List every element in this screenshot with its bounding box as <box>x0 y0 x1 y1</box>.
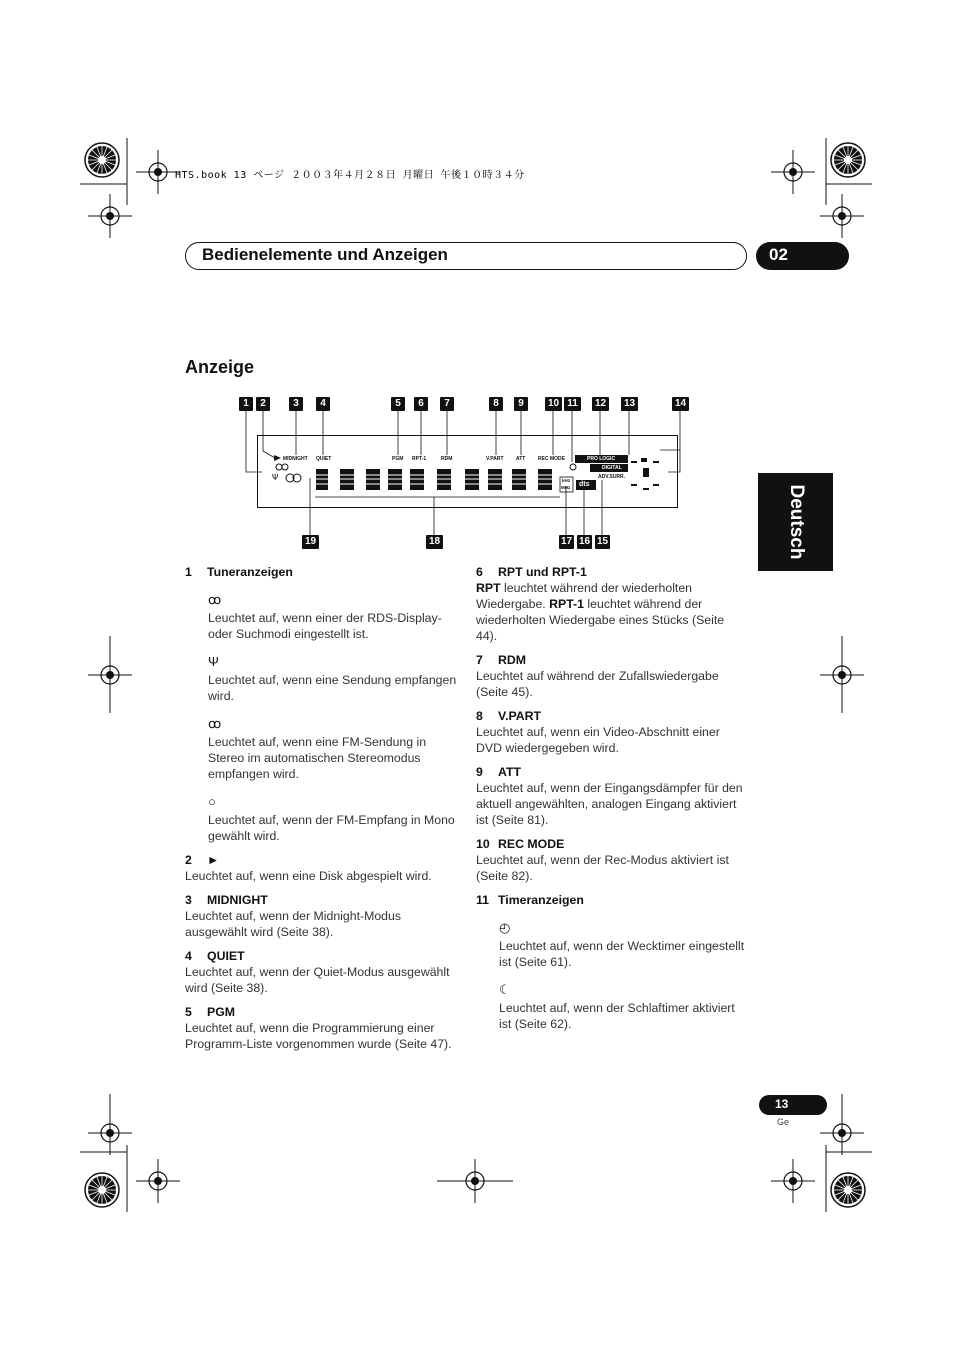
item-10-heading: 10 REC MODE <box>476 837 565 851</box>
item-11-heading: 11 Timeranzeigen <box>476 893 584 907</box>
item-6-heading: 6 RPT und RPT-1 <box>476 565 587 579</box>
item-5-text: Leuchtet auf, wenn die Programmierung einer Programm-Liste vorgenommen wurde (Seite 47). <box>185 1021 452 1051</box>
digital-label: DIGITAL <box>602 465 622 471</box>
page-language-code: Ge <box>777 1117 790 1127</box>
wake-timer-description: Leuchtet auf, wenn der Wecktimer eingestellt ist (Seite 61). <box>499 939 745 969</box>
prologic-label: PRO LOGIC <box>587 456 616 462</box>
callout-8: 8 <box>489 397 503 411</box>
book-meta-line: HTS.book 13 ページ ２００３年４月２８日 月曜日 午後１０時３４分 <box>175 170 525 181</box>
item-9-heading: 9 ATT <box>476 765 521 779</box>
wake-timer-icon: ◴ <box>499 920 511 935</box>
rds-description: Leuchtet auf, wenn einer der RDS-Display- oder Suchmodi eingestellt ist. <box>208 611 442 641</box>
quiet-label: QUIET <box>316 456 332 462</box>
callout-13: 13 <box>621 397 638 411</box>
item-3-heading: 3 MIDNIGHT <box>185 893 268 907</box>
sleep-timer-icon: ☾ <box>499 982 511 997</box>
callout-1: 1 <box>239 397 253 411</box>
item-4-heading: 4 QUIET <box>185 949 245 963</box>
mono-description: Leuchtet auf, wenn der FM-Empfang in Mono gewählt wird. <box>208 813 455 843</box>
sleep-timer-description: Leuchtet auf, wenn der Schlaftimer aktiviert ist (Seite 62). <box>499 1001 735 1031</box>
callout-16: 16 <box>578 536 591 547</box>
svg-text:Ψ: Ψ <box>272 473 279 482</box>
item-7-heading: 7 RDM <box>476 653 527 667</box>
star-mark-icon <box>831 1173 865 1207</box>
item-4-text: Leuchtet auf, wenn der Quiet-Modus ausgewählt wird (Seite 38). <box>185 965 450 995</box>
callout-3: 3 <box>289 397 303 411</box>
page-number-badge <box>759 1095 827 1115</box>
rdm-label: RDM <box>441 456 453 462</box>
callout-18: 18 <box>426 535 443 549</box>
callout-6: 6 <box>414 397 428 411</box>
callout-15: 15 <box>596 536 609 547</box>
chapter-number: 02 <box>769 245 788 264</box>
callout-17: 17 <box>560 536 573 547</box>
tuned-description: Leuchtet auf, wenn eine Sendung empfangen wird. <box>208 673 457 703</box>
callout-5: 5 <box>391 397 405 411</box>
stereo-icon: ꝏ <box>208 716 222 731</box>
callout-10: 10 <box>545 397 562 411</box>
dts-label: dts <box>579 481 590 488</box>
item-5-heading: 5 PGM <box>185 1005 236 1019</box>
rds-icon: ꝏ <box>208 592 222 607</box>
right-column <box>476 556 746 1032</box>
vpart-label: V.PART <box>486 456 504 462</box>
att-label: ATT <box>516 456 526 462</box>
item-7-text: Leuchtet auf während der Zufallswiedergabe (Seite 45). <box>476 669 719 699</box>
rpt-label: RPT-1 <box>412 456 427 462</box>
registration-mark-icon <box>88 1111 132 1155</box>
star-mark-icon <box>85 1173 119 1207</box>
registration-mark-icon <box>136 1159 180 1203</box>
item-10-text: Leuchtet auf, wenn der Rec-Modus aktiviert ist (Seite 82). <box>476 853 729 883</box>
stereo-description: Leuchtet auf, wenn eine FM-Sendung in Stereo im automatischen Stereomodus empfangen wird. <box>208 735 427 781</box>
item-2-text: Leuchtet auf, wenn eine Disk abgespielt wird. <box>185 869 432 883</box>
item-6-text: RPT leuchtet während der wiederholten Wiedergabe. RPT-1 leuchtet während der wiederholten Wiedergabe eines Stücks (Seite 44). <box>476 581 725 643</box>
midnight-label: MIDNIGHT <box>283 456 308 462</box>
callout-14: 14 <box>672 397 689 411</box>
advsurr-label: ADV.SURR. <box>598 474 626 480</box>
registration-mark-icon <box>771 1159 815 1203</box>
page-number: 13 <box>775 1097 789 1111</box>
item-8-text: Leuchtet auf, wenn ein Video-Abschnitt einer DVD wiedergegeben wird. <box>476 725 720 755</box>
antenna-icon: Ψ <box>208 654 219 669</box>
item-8-heading: 8 V.PART <box>476 709 542 723</box>
item-9-text: Leuchtet auf, wenn der Eingangsdämpfer für den aktuell angewählten, analogen Eingang aktiviert ist (Seite 81). <box>476 781 743 827</box>
khz-label: kHz <box>562 478 571 483</box>
callout-7: 7 <box>440 397 454 411</box>
callout-19: 19 <box>302 535 319 549</box>
recmode-label: REC MODE <box>538 456 565 462</box>
callout-9: 9 <box>514 397 528 411</box>
item-2-heading: 2 ► <box>185 853 220 867</box>
language-tab-label: Deutsch <box>786 484 807 560</box>
callout-4: 4 <box>316 397 330 411</box>
left-column <box>185 556 460 1052</box>
registration-mark-icon <box>820 1111 864 1155</box>
header-title: Bedienelemente und Anzeigen <box>202 245 448 264</box>
section-title: Anzeige <box>185 357 255 377</box>
item-3-text: Leuchtet auf, wenn der Midnight-Modus ausgewählt wird (Seite 38). <box>185 909 402 939</box>
callout-12: 12 <box>592 397 609 411</box>
play-icon: ► <box>207 853 220 867</box>
mono-icon: ○ <box>208 794 216 809</box>
pgm-label: PGM <box>392 456 404 462</box>
callout-2: 2 <box>256 397 270 411</box>
item-1-heading: 1 Tuneranzeigen <box>185 565 293 579</box>
callout-11: 11 <box>564 397 581 411</box>
leader-lines <box>0 0 954 560</box>
mhz-label: MHz <box>561 485 571 490</box>
